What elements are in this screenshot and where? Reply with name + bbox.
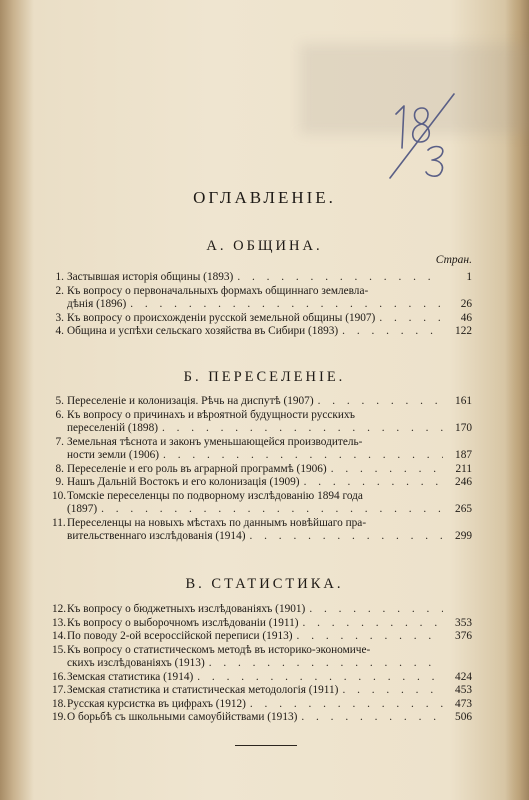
- toc-entry: [52, 603, 472, 617]
- entry-title: Къ вопросу о бюджетныхъ изслѣдованіяхъ (1901): [67, 603, 306, 615]
- entry-page: 453: [455, 684, 472, 696]
- toc-section-c: [52, 603, 472, 725]
- entry-page: 299: [455, 530, 472, 542]
- entry-page: 161: [455, 395, 472, 407]
- section-heading-a: А. ОБЩИНА.: [206, 238, 323, 254]
- entry-number: 7.: [55, 435, 64, 448]
- entry-page: 46: [460, 311, 472, 324]
- entry-title-continued: ности земли (1906): [67, 449, 160, 461]
- entry-page: 1: [466, 271, 472, 283]
- page-title: ОГЛАВЛЕНІЕ.: [193, 188, 336, 207]
- entry-title: Переселеніе и колонизація. Рѣчь на диспутѣ (1907): [67, 395, 314, 407]
- entry-number: 14.: [52, 630, 67, 642]
- entry-title: Община и успѣхи сельскаго хозяйства въ Сибири (1893): [67, 325, 339, 337]
- entry-number: 8.: [55, 462, 64, 475]
- entry-title-continued: переселеній (1898): [67, 422, 158, 434]
- toc-entry: [52, 671, 472, 685]
- entry-number: 6.: [55, 408, 64, 421]
- page-gutter-shadow: [0, 0, 34, 800]
- entry-number: 15.: [52, 643, 67, 656]
- toc-entry: [52, 409, 472, 436]
- entry-page: 187: [455, 449, 472, 461]
- entry-title: Земская статистика и статистическая методологія (1911): [67, 684, 339, 696]
- toc-entry: [52, 312, 472, 326]
- entry-title-continued: скихъ изслѣдованіяхъ (1913): [67, 657, 205, 669]
- entry-title: По поводу 2-ой всероссійской переписи (1913): [67, 630, 293, 642]
- entry-title: Застывшая исторія общины (1893): [67, 271, 234, 283]
- toc-entry: [52, 644, 472, 671]
- entry-page: 506: [455, 711, 472, 723]
- entry-title-continued: (1897): [67, 503, 98, 515]
- toc-entry: [52, 436, 472, 463]
- toc-section-a: [52, 271, 472, 339]
- toc-entry: [52, 698, 472, 712]
- entry-number: 17.: [52, 684, 67, 696]
- section-heading-b: Б. ПЕРЕСЕЛЕНІЕ.: [183, 369, 346, 385]
- entry-number: 3.: [55, 311, 64, 324]
- entry-page: 473: [455, 697, 472, 710]
- entry-number: 5.: [55, 395, 64, 407]
- toc-entry: [52, 395, 472, 409]
- entry-title-continued: вительственнаго изслѣдованія (1914): [67, 530, 246, 542]
- entry-page: 122: [455, 325, 472, 337]
- toc-section-b: [52, 395, 472, 544]
- entry-number: 10.: [52, 489, 67, 502]
- entry-title: Переселенцы на новыхъ мѣстахъ по даннымъ новѣйшаго пра-: [67, 516, 367, 529]
- toc-entry: [52, 490, 472, 517]
- entry-title: Русская курсистка въ цифрахъ (1912): [67, 697, 246, 710]
- closing-rule: [235, 745, 297, 746]
- entry-number: 9.: [55, 476, 64, 488]
- entry-title: Земская статистика (1914): [67, 670, 194, 683]
- toc-entry: [52, 476, 472, 490]
- entry-title: Томскіе переселенцы по подворному изслѣдованію 1894 года: [67, 489, 363, 502]
- entry-title: Земельная тѣснота и законъ уменьшающейся производитель-: [67, 435, 363, 448]
- entry-number: 19.: [52, 711, 67, 723]
- section-heading-c: В. СТАТИСТИКА.: [185, 576, 344, 592]
- entry-number: 1.: [55, 271, 64, 283]
- entry-title: О борьбѣ съ школьными самоубійствами (1913): [67, 711, 298, 723]
- handwritten-note: [382, 90, 462, 182]
- entry-title: Къ вопросу о выборочномъ изслѣдованіи (1911): [67, 616, 299, 629]
- entry-title: Къ вопросу о статистическомъ методѣ въ историко-экономиче-: [67, 643, 371, 656]
- entry-title: Къ вопросу о происхожденіи русской земельной общины (1907): [67, 311, 376, 324]
- entry-number: 2.: [55, 284, 64, 297]
- entry-page: 170: [455, 422, 472, 434]
- toc-entry: [52, 630, 472, 644]
- entry-page: 26: [460, 298, 472, 310]
- entry-title-continued: дѣнія (1896): [67, 298, 127, 310]
- entry-page: 246: [455, 476, 472, 488]
- entry-page: 376: [455, 630, 472, 642]
- entry-number: 18.: [52, 697, 67, 710]
- entry-number: 12.: [52, 603, 67, 615]
- toc-entry: [52, 517, 472, 544]
- toc-entry: [52, 285, 472, 312]
- entry-page: 265: [455, 503, 472, 515]
- toc-entry: [52, 711, 472, 725]
- entry-number: 16.: [52, 670, 67, 683]
- toc-entry: [52, 463, 472, 477]
- entry-number: 4.: [55, 325, 64, 337]
- toc-entry: [52, 271, 472, 285]
- toc-entry: [52, 325, 472, 339]
- entry-page: 353: [455, 616, 472, 629]
- entry-page: 424: [455, 670, 472, 683]
- entry-title: Къ вопросу о причинахъ и вѣроятной будущности русскихъ: [67, 408, 355, 421]
- page-column-label: Стран.: [435, 254, 472, 266]
- entry-number: 11.: [52, 516, 66, 529]
- toc-entry: [52, 617, 472, 631]
- entry-title: Къ вопросу о первоначальныхъ формахъ общиннаго землевла-: [67, 284, 369, 297]
- entry-title: Переселеніе и его роль въ аграрной программѣ (1906): [67, 462, 327, 475]
- entry-page: 211: [455, 462, 472, 475]
- entry-title: Нашъ Дальній Востокъ и его колонизація (1909): [67, 476, 300, 488]
- toc-entry: [52, 684, 472, 698]
- entry-number: 13.: [52, 616, 67, 629]
